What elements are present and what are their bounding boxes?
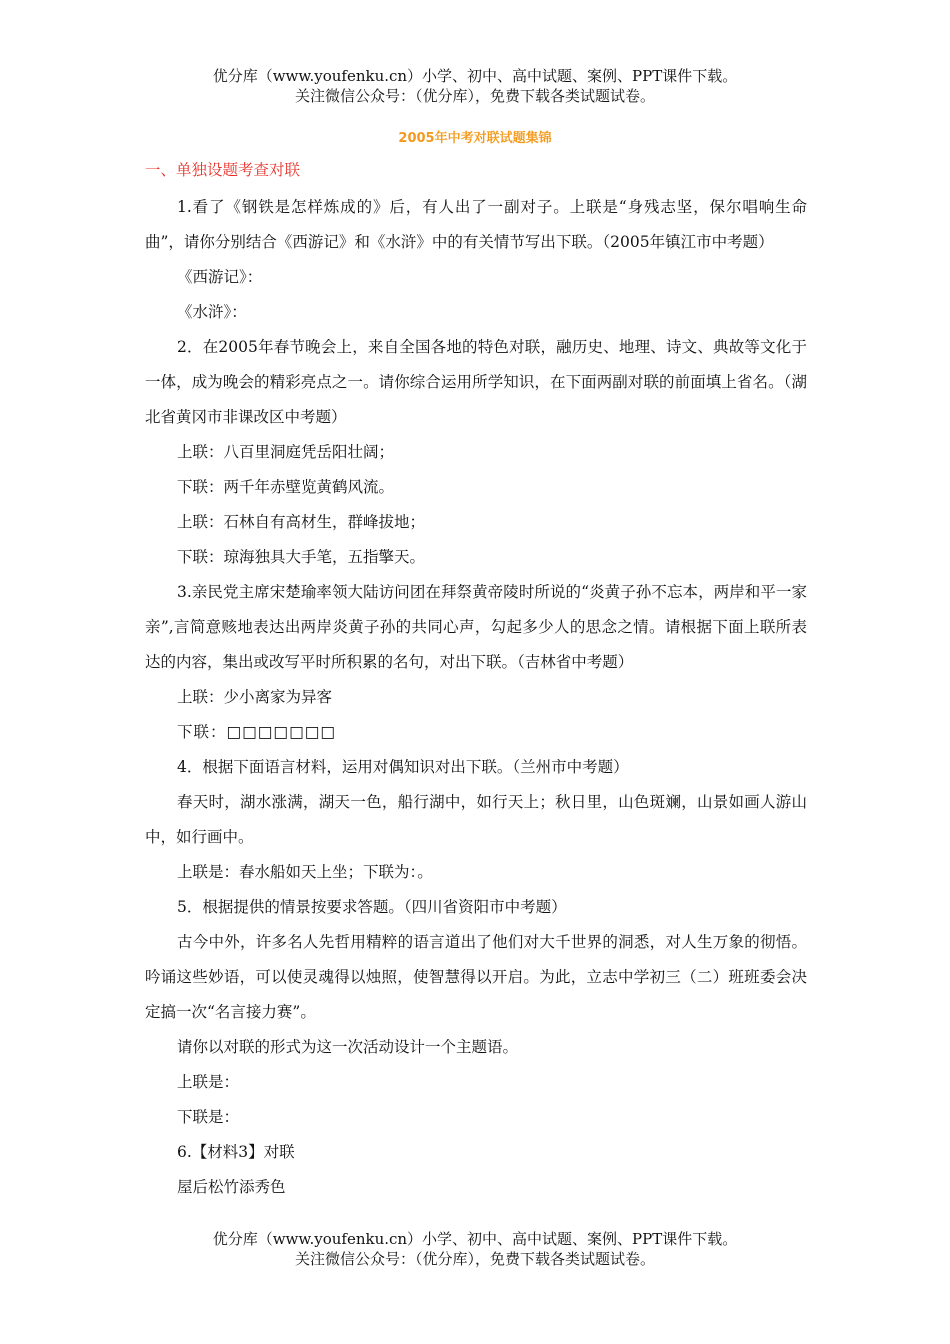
q5-task: 请你以对联的形式为这一次活动设计一个主题语。 <box>177 1038 519 1056</box>
page-header <box>0 66 950 106</box>
section-heading: 一、单独设题考查对联 <box>145 161 301 179</box>
footer-line-2: 关注微信公众号：（优分库），免费下载各类试题试卷。 <box>294 1250 655 1268</box>
document-title: 2005年中考对联试题集锦 <box>398 131 552 146</box>
q1-shuihu: 《水浒》： <box>177 303 247 321</box>
q5-down: 下联是： <box>177 1108 240 1126</box>
question-4: 4．根据下面语言材料，运用对偶知识对出下联。（兰州市中考题） <box>177 758 629 776</box>
q5-up: 上联是： <box>177 1073 240 1091</box>
question-5: 5．根据提供的情景按要求答题。（四川省资阳市中考题） <box>177 898 567 916</box>
q2-pair2-up: 上联：石林自有高材生，群峰拔地； <box>177 513 426 531</box>
q2-pair2-down: 下联：琼海独具大手笔，五指擎天。 <box>177 548 426 566</box>
q4-answer: 上联是：春水船如天上坐；下联为：。 <box>177 863 433 881</box>
q6-line-1: 屋后松竹添秀色 <box>177 1178 286 1196</box>
q2-pair1-up: 上联：八百里洞庭凭岳阳壮阔； <box>177 443 395 461</box>
question-2: 2．在2005年春节晚会上，来自全国各地的特色对联，融历史、地理、诗文、典故等文化于一体，成为晚会的精彩亮点之一。请你综合运用所学知识，在下面两副对联的前面填上省名。（湖北省黄冈市非课改区中考题） <box>145 338 807 426</box>
q4-material: 春天时，湖水涨满，湖天一色，船行湖中，如行天上；秋日里，山色斑斓，山景如画人游山中，如行画中。 <box>145 793 807 846</box>
header-line-2: 关注微信公众号：（优分库），免费下载各类试题试卷。 <box>294 87 655 105</box>
q1-xiyouji: 《西游记》： <box>177 268 263 286</box>
question-3: 3.亲民党主席宋楚瑜率领大陆访问团在拜祭黄帝陵时所说的“炎黄子孙不忘本，两岸和平一家亲”,言简意赅地表达出两岸炎黄子孙的共同心声，勾起多少人的思念之情。请根据下面上联所表达的内容，集出或改写平时所积累的名句，对出下联。（吉林省中考题） <box>145 583 807 671</box>
header-line-1: 优分库（www.youfenku.cn）小学、初中、高中试题、案例、PPT课件下载。 <box>212 67 738 85</box>
q2-pair1-down: 下联：两千年赤壁览黄鹤风流。 <box>177 478 395 496</box>
question-1: 1.看了《钢铁是怎样炼成的》后，有人出了一副对子。上联是“身残志坚，保尔唱响生命曲”，请你分别结合《西游记》和《水浒》中的有关情节写出下联。（2005年镇江市中考题） <box>145 198 807 251</box>
question-6: 6.【材料3】对联 <box>177 1143 295 1161</box>
q5-material: 古今中外，许多名人先哲用精粹的语言道出了他们对大千世界的洞悉，对人生万象的彻悟。吟诵这些妙语，可以使灵魂得以烛照，使智慧得以开启。为此，立志中学初三（二）班班委会决定搞一次“名言接力赛”。 <box>145 933 807 1021</box>
page-footer <box>0 1229 950 1269</box>
document-body <box>145 190 807 1205</box>
footer-line-1: 优分库（www.youfenku.cn）小学、初中、高中试题、案例、PPT课件下载。 <box>212 1230 738 1248</box>
q3-down: 下联：□□□□□□□ <box>177 723 337 741</box>
q3-up: 上联：少小离家为异客 <box>177 688 333 706</box>
